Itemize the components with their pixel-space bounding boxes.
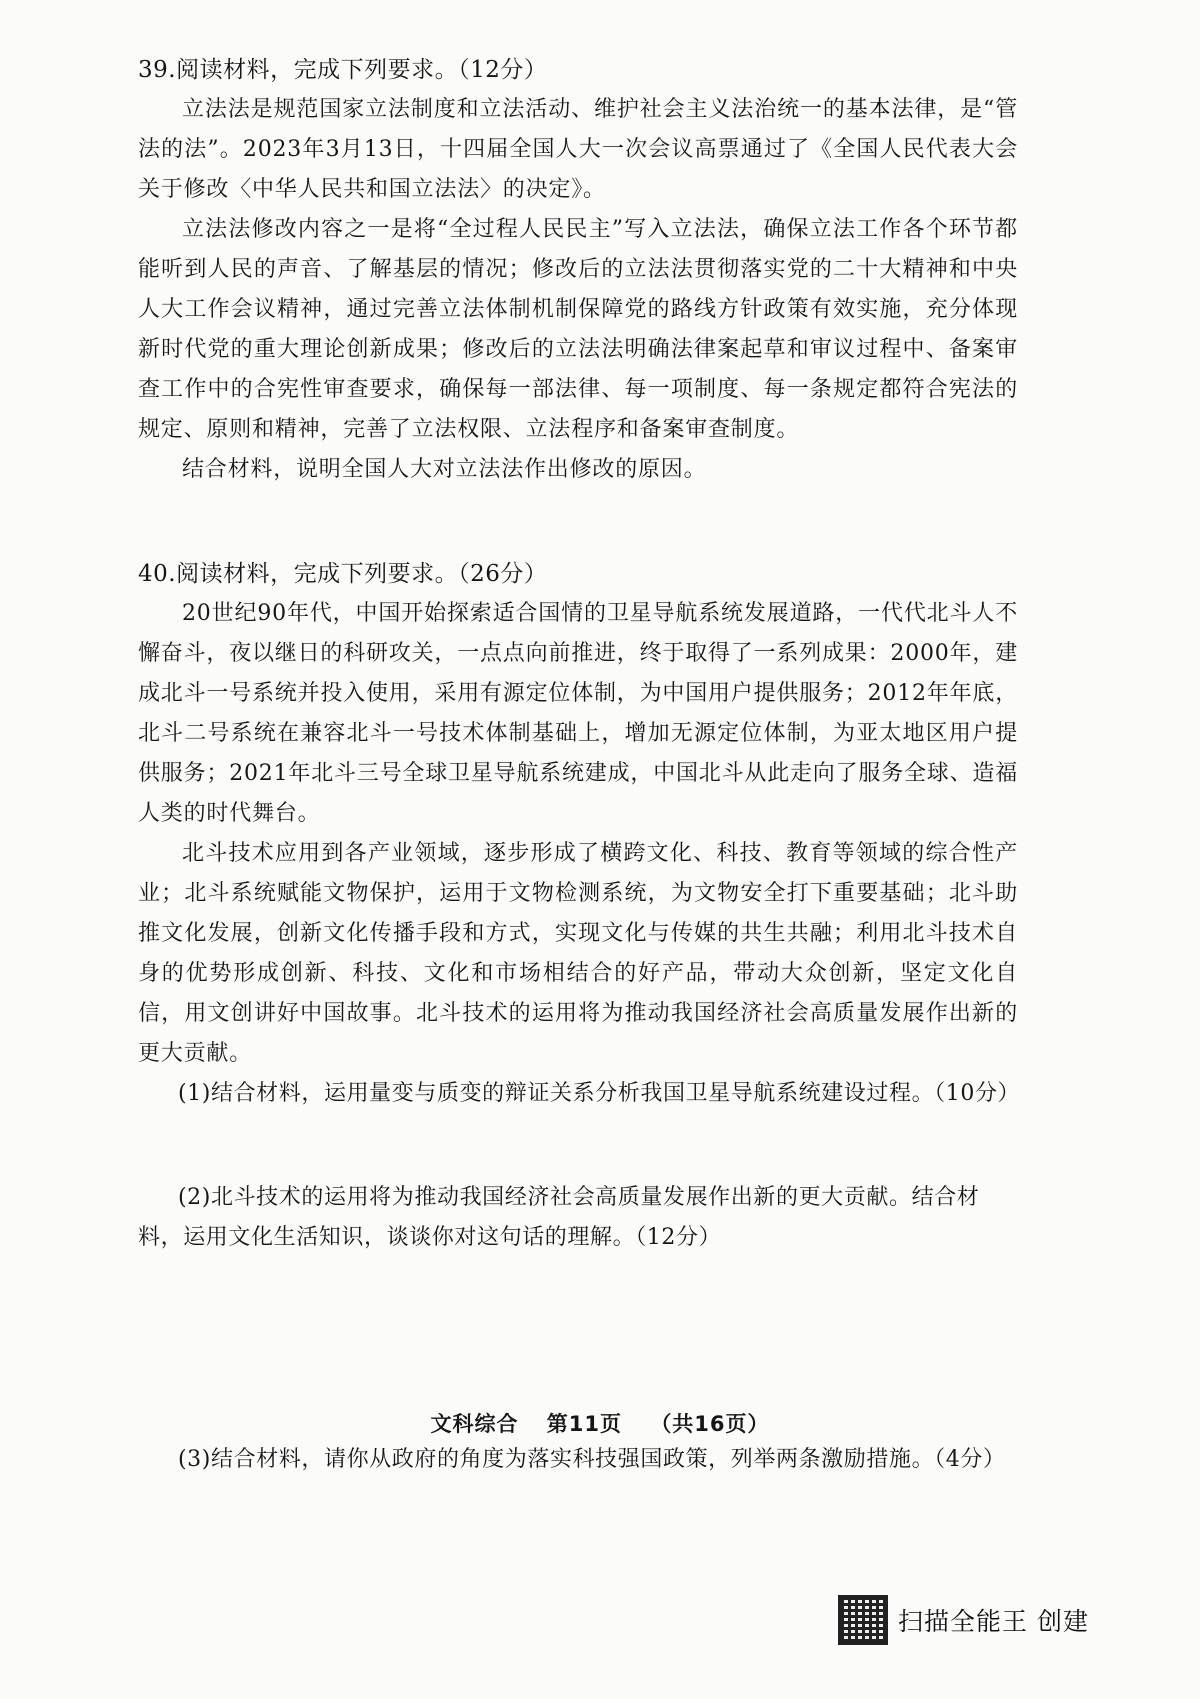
question-40-material-1: 20世纪90年代，中国开始探索适合国情的卫星导航系统发展道路，一代代北斗人不懈奋斗，夜以继日的科研攻关，一点点向前推进，终于取得了一系列成果：2000年，建成北斗一号系统并投入使用，采用有源定位体制，为中国用户提供服务；2012年年底，北斗二号系统在兼容北斗一号技术体制基础上，增加无源定位体制，为亚太地区用户提供服务；2021年北斗三号全球卫星导航系统建成，中国北斗从此走向了服务全球、造福人类的时代舞台。 [138, 601, 1018, 826]
footer-page-total: （共16页） [650, 1412, 770, 1436]
question-40-heading: 40.阅读材料，完成下列要求。（26分） [138, 561, 548, 587]
question-40-sub-2: (2)北斗技术的运用将为推动我国经济社会高质量发展作出新的更大贡献。结合材料，运用文化生活知识，谈谈你对这句话的理解。（12分） [138, 1185, 980, 1250]
footer-subject: 文科综合 [430, 1412, 519, 1436]
question-39-material-2: 立法法修改内容之一是将“全过程人民民主”写入立法法，确保立法工作各个环节都能听到人民的声音、了解基层的情况；修改后的立法法贯彻落实党的二十大精神和中央人大工作会议精神，通过完善立法体制机制保障党的路线方针政策有效实施，充分体现新时代党的重大理论创新成果；修改后的立法法明确法律案起草和审议过程中、备案审查工作中的合宪性审查要求，确保每一部法律、每一项制度、每一条规定都符合宪法的规定、原则和精神，完善了立法权限、立法程序和备案审查制度。 [138, 217, 1018, 442]
question-40-sub-1: (1)结合材料，运用量变与质变的辩证关系分析我国卫星导航系统建设过程。（10分） [178, 1081, 1021, 1106]
question-39-material-1: 立法法是规范国家立法制度和立法活动、维护社会主义法治统一的基本法律，是“管法的法”。2023年3月13日，十四届全国人大一次会议高票通过了《全国人民代表大会关于修改〈中华人民共和国立法法〉的决定》。 [138, 97, 1018, 202]
question-40-sub-3: (3)结合材料，请你从政府的角度为落实科技强国政策，列举两条激励措施。（4分） [178, 1447, 1006, 1472]
page-footer [0, 1408, 1200, 1438]
question-39-task: 结合材料，说明全国人大对立法法作出修改的原因。 [182, 457, 707, 482]
answer-space [138, 490, 1018, 554]
answer-space [138, 1114, 1018, 1178]
question-40-material-2: 北斗技术应用到各产业领域，逐步形成了横跨文化、科技、教育等领域的综合性产业；北斗系统赋能文物保护，运用于文物检测系统，为文物安全打下重要基础；北斗助推文化发展，创新文化传播手段和方式，实现文化与传媒的共生共融；利用北斗技术自身的优势形成创新、科技、文化和市场相结合的好产品，带动大众创新，坚定文化自信，用文创讲好中国故事。北斗技术的运用将为推动我国经济社会高质量发展作出新的更大贡献。 [138, 841, 1018, 1066]
qr-code-icon [838, 1595, 888, 1645]
question-39-heading: 39.阅读材料，完成下列要求。（12分） [138, 57, 548, 83]
scanner-watermark-text: 扫描全能王 创建 [898, 1607, 1089, 1636]
exam-page [138, 50, 1021, 1480]
footer-page-number: 第11页 [546, 1412, 622, 1436]
scanner-watermark [838, 1590, 1089, 1650]
